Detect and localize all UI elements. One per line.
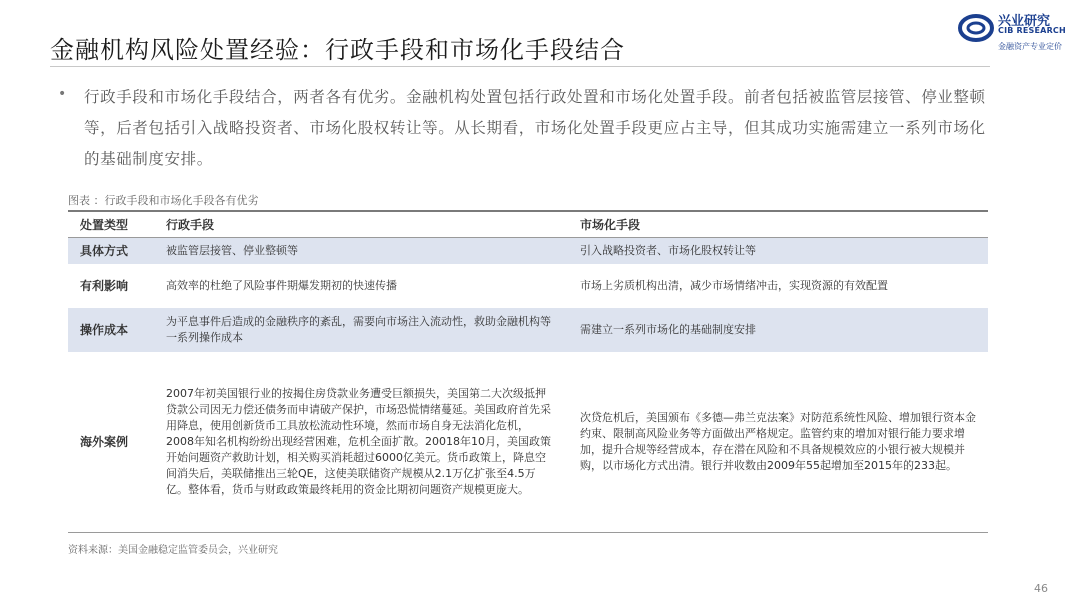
company-logo [958,6,1068,58]
cell-admin: 被监管层接管、停业整顿等 [154,238,568,265]
logo-brand-en: CIB RESEARCH [998,26,1066,35]
header-type: 处置类型 [68,211,154,238]
bullet-text: 行政手段和市场化手段结合，两者各有优劣。金融机构处置包括行政处置和市场化处置手段。前者包括被监管层接管、停业整顿等，后者包括引入战略投资者、市场化股权转让等。从长期看，市场化处置手段更应占主导，但其成功实施需建立一系列市场化的基础制度安排。 [84,88,986,168]
cell-admin: 高效率的杜绝了风险事件期爆发期初的快速传播 [166,279,397,292]
cell-market: 市场上劣质机构出清，减少市场情绪冲击，实现资源的有效配置 [580,279,888,292]
cell-market: 引入战略投资者、市场化股权转让等 [568,238,988,265]
table-row [68,308,988,352]
bullet-icon: • [58,86,67,102]
table-row [68,238,988,265]
cell-admin: 为平息事件后造成的金融秩序的紊乱，需要向市场注入流动性，救助金融机构等一系列操作成本 [154,308,568,352]
bullet-point [58,82,990,175]
row-label: 具体方式 [68,238,154,265]
page-number: 46 [1034,582,1048,595]
header-market: 市场化手段 [568,211,988,238]
page-title: 金融机构风险处置经验：行政手段和市场化手段结合 [50,36,625,64]
logo-brand-cn: 兴业研究 [998,14,1051,29]
row-label: 海外案例 [68,352,154,533]
cell-admin: 2007年初美国银行业的按揭住房贷款业务遭受巨额损失，美国第二大次级抵押贷款公司因无力偿还债务而申请破产保护，市场恐慌情绪蔓延。美国政府首先采用降息，使用创新货币工具放松流动性环境，然而市场自身无法消化危机，2008年知名机构纷纷出现经营困难，危机全面扩散。20018年10月，美国政策开始问题资产救助计划，相关购买消耗超过6000亿美元。货币政策上，降息空间消失后，美联储推出三轮QE，这使美联储资产规模从2.1万亿扩张至4.5万亿。整体看，货币与财政政策最终耗用的资金比期初问题资产规模更庞大。 [154,352,568,533]
logo-tagline: 金融资产专业定价 [998,42,1062,51]
cell-market: 需建立一系列市场化的基础制度安排 [568,308,988,352]
comparison-table [68,210,988,533]
table-header-row [68,211,988,238]
cib-logo-icon [958,10,994,46]
header-admin: 行政手段 [154,211,568,238]
table-row [68,352,988,533]
table-row [68,264,988,308]
row-label: 有利影响 [80,279,129,293]
cell-market: 次贷危机后，美国颁布《多德—弗兰克法案》对防范系统性风险、增加银行资本金约束、限制高风险业务等方面做出严格规定。监管约束的增加对银行能力要求增加，提升合规等经营成本，存在潜在风险和不具备规模效应的小银行被大规模并购，以市场化方式出清。银行并收数由2009年55起增加至2015年的233起。 [568,352,988,533]
source-note: 资料来源：美国金融稳定监管委员会，兴业研究 [68,545,278,556]
title-divider [50,66,990,67]
row-label: 操作成本 [68,308,154,352]
figure-caption: 图表 ：行政手段和市场化手段各有优劣 [68,194,259,207]
